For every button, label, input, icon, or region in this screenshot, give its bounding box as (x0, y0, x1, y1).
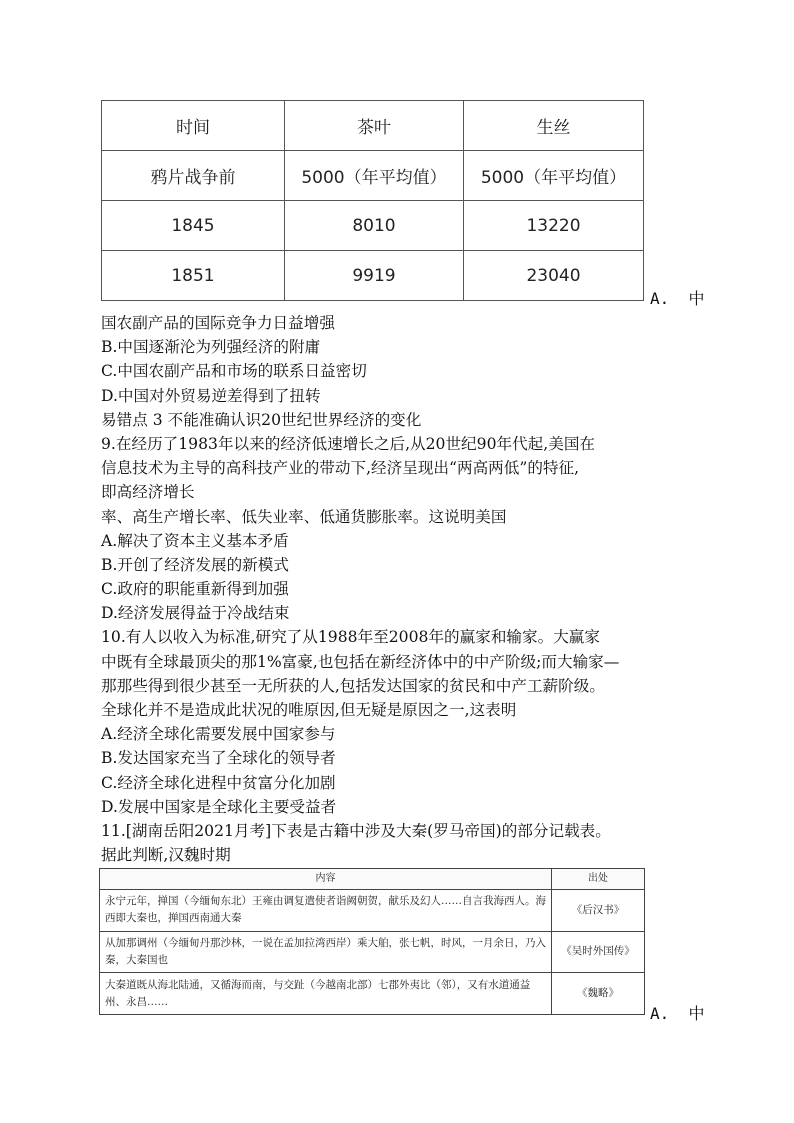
record-content: 大秦道既从海北陆通，又循海而南，与交趾（今越南北部）七郡外夷比（邻），又有水道通益州、永昌…… (100, 973, 552, 1015)
option-b: B.开创了经济发展的新模式 (101, 555, 289, 574)
table-cell: 5000（年平均值） (285, 151, 464, 201)
option-b: B.发达国家充当了全球化的领导者 (101, 749, 336, 768)
table-cell: 1845 (102, 201, 285, 251)
record-source: 《吴时外国传》 (552, 931, 645, 973)
ancient-records-table (99, 868, 645, 1015)
table-row (100, 973, 645, 1015)
table-cell: 鸦片战争前 (102, 151, 285, 201)
text-line: 中既有全球最顶尖的那1%富豪,也包括在新经济体中的中产阶级;而大输家— (101, 652, 620, 671)
text-line: B.中国逐渐沦为列强经济的附庸 (101, 338, 321, 357)
text-line: 率、高生产增长率、低失业率、低通货膨胀率。这说明美国 (101, 507, 507, 526)
option-c: C.经济全球化进程中贫富分化加剧 (101, 773, 336, 792)
question-9-stem: 9.在经历了1983年以来的经济低速增长之后,从20世纪90年代起,美国在 (101, 434, 596, 453)
option-c: C.政府的职能重新得到加强 (101, 580, 289, 599)
section-heading: 易错点 3 不能准确认识20世纪世界经济的变化 (101, 410, 422, 429)
record-source: 《魏略》 (552, 973, 645, 1015)
table-cell: 23040 (464, 251, 644, 301)
option-d: D.经济发展得益于冷战结束 (101, 604, 290, 623)
question-text-block (101, 311, 751, 867)
question-10-stem: 10.有人以收入为标准,研究了从1988年至2008年的赢家和输家。大赢家 (101, 628, 600, 647)
text-line: 国农副产品的国际竞争力日益增强 (101, 314, 335, 332)
table-row (102, 251, 644, 301)
header-cell-time: 时间 (102, 101, 285, 151)
table-header-row (100, 869, 645, 890)
table-cell: 1851 (102, 251, 285, 301)
table-cell: 13220 (464, 201, 644, 251)
table-cell: 9919 (285, 251, 464, 301)
export-data-table (101, 100, 644, 301)
record-source: 《后汉书》 (552, 890, 645, 932)
table-cell: 5000（年平均值） (464, 151, 644, 201)
option-a: A.解决了资本主义基本矛盾 (101, 531, 289, 550)
header-cell-silk: 生丝 (464, 101, 644, 151)
text-line: 全球化并不是造成此状况的唯原因,但无疑是原因之一,这表明 (101, 701, 517, 719)
table-row (100, 890, 645, 932)
option-a-fragment: A. 中 (650, 1004, 705, 1023)
record-content: 从加那调州（今缅甸丹那沙林，一说在孟加拉湾西岸）乘大舶，张七帆，时风，一月余日，乃入秦，大秦国也 (100, 931, 552, 973)
header-cell-source: 出处 (552, 869, 645, 890)
table-row (102, 201, 644, 251)
text-line: D.中国对外贸易逆差得到了扭转 (101, 386, 321, 405)
text-line: 信息技术为主导的高科技产业的带动下,经济呈现出“两高两低”的特征, (101, 459, 580, 478)
record-content: 永宁元年，掸国（今缅甸东北）王雍由调复遣使者诣阙朝贺，献乐及幻人……自言我海西人。海西即大秦也，掸国西南通大秦 (100, 890, 552, 932)
header-cell-content: 内容 (100, 869, 552, 890)
option-d: D.发展中国家是全球化主要受益者 (101, 797, 337, 816)
header-cell-tea: 茶叶 (285, 101, 464, 151)
text-line: 即高经济增长 (101, 483, 195, 502)
text-line: 据此判断,汉魏时期 (101, 846, 231, 865)
text-line: 那那些得到很少甚至一无所获的人,包括发达国家的贫民和中产工薪阶级。 (101, 676, 605, 695)
option-a-fragment: A. 中 (650, 289, 705, 308)
table-row (102, 151, 644, 201)
question-11-stem: 11.[湖南岳阳2021月考]下表是古籍中涉及大秦(罗马帝国)的部分记载表。 (101, 821, 611, 840)
text-line: C.中国农副产品和市场的联系日益密切 (101, 362, 367, 381)
table-cell: 8010 (285, 201, 464, 251)
table-row (100, 931, 645, 973)
option-a: A.经济全球化需要发展中国家参与 (101, 725, 336, 744)
table-header-row (102, 101, 644, 151)
